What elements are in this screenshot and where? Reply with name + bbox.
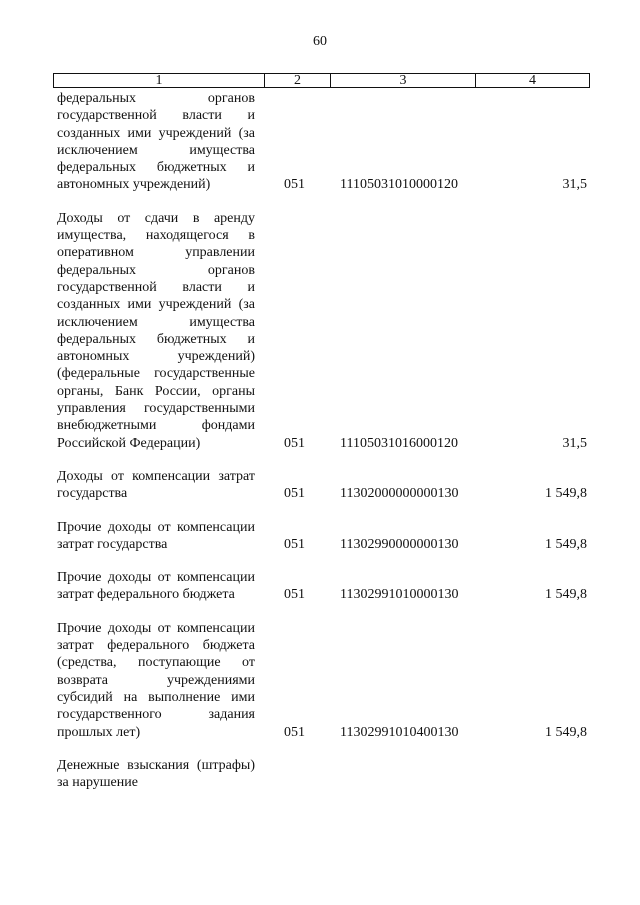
table-row bbox=[0, 620, 640, 741]
header-col-4: 4 bbox=[475, 74, 589, 87]
row-name: Доходы от компенсации затрат государства bbox=[57, 468, 255, 502]
row-kbk: 11302990000000130 bbox=[340, 536, 459, 552]
row-code: 051 bbox=[284, 724, 305, 740]
header-col-2: 2 bbox=[264, 74, 330, 87]
row-kbk: 11302000000000130 bbox=[340, 486, 459, 502]
table-body bbox=[0, 90, 640, 807]
row-name: Доходы от сдачи в аренду имущества, находящегося в оперативном управлении федеральных органов государственной власти и созданных ими учреждений (за исключением имущества федеральных бюджетных и автономных учреждений) (федеральные государственные органы, Банк России, органы управления государственными внебюджетными фондами Российской Федерации) bbox=[57, 210, 255, 451]
row-code: 051 bbox=[284, 486, 305, 502]
table-row bbox=[0, 757, 640, 792]
row-kbk: 11302991010400130 bbox=[340, 724, 459, 740]
row-amount: 1 549,8 bbox=[545, 486, 587, 502]
header-col-1: 1 bbox=[155, 73, 163, 88]
table-row bbox=[0, 519, 640, 554]
table-row bbox=[0, 90, 640, 194]
row-kbk: 11105031016000120 bbox=[340, 435, 458, 451]
row-code: 051 bbox=[284, 587, 305, 603]
table-row bbox=[0, 210, 640, 452]
table-row bbox=[0, 569, 640, 604]
row-code: 051 bbox=[284, 177, 305, 193]
row-code: 051 bbox=[284, 435, 305, 451]
row-kbk: 11302991010000130 bbox=[340, 587, 459, 603]
page-number: 60 bbox=[313, 34, 327, 49]
table-header bbox=[53, 73, 590, 88]
row-amount: 1 549,8 bbox=[545, 724, 587, 740]
row-name: Прочие доходы от компенсации затрат государства bbox=[57, 519, 255, 552]
row-name: Денежные взыскания (штрафы) за нарушение bbox=[57, 757, 255, 791]
row-name: Прочие доходы от компенсации затрат федерального бюджета bbox=[57, 570, 255, 603]
header-col-3: 3 bbox=[330, 74, 475, 87]
row-amount: 31,5 bbox=[562, 177, 587, 193]
row-name: федеральных органов государственной власти и созданных ими учреждений (за исключением имущества федеральных бюджетных и автономных учреждений) bbox=[57, 91, 255, 193]
row-amount: 31,5 bbox=[562, 435, 587, 451]
table-row bbox=[0, 468, 640, 503]
row-amount: 1 549,8 bbox=[545, 587, 587, 603]
row-kbk: 11105031010000120 bbox=[340, 177, 458, 193]
row-amount: 1 549,8 bbox=[545, 536, 587, 552]
row-code: 051 bbox=[284, 536, 305, 552]
row-name: Прочие доходы от компенсации затрат федерального бюджета (средства, поступающие от возврата учреждениями субсидий на выполнение ими государственного задания прошлых лет) bbox=[57, 620, 255, 740]
